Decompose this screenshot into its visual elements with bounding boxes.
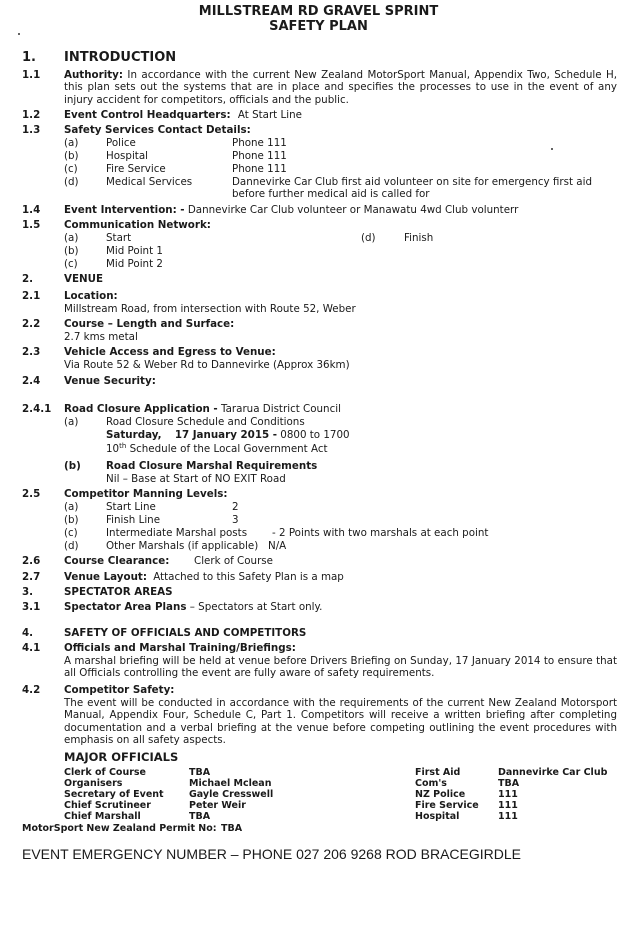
venue-layout bbox=[64, 571, 344, 583]
event-control-value: At Start Line bbox=[237, 109, 302, 121]
contact-letter: (d) bbox=[64, 176, 79, 188]
contact-value: Phone 111 bbox=[232, 137, 287, 149]
schedule-suffix: th bbox=[119, 442, 127, 450]
contact-value: Phone 111 bbox=[232, 150, 287, 162]
service-name: 111 bbox=[498, 811, 518, 822]
authority-label: Authority: bbox=[64, 69, 123, 81]
official-name: TBA bbox=[189, 767, 211, 778]
event-intervention bbox=[64, 204, 518, 216]
section-2-title: VENUE bbox=[64, 273, 104, 285]
venue-layout-label: Venue Layout: bbox=[64, 571, 147, 583]
contact-name: Medical Services bbox=[106, 176, 193, 188]
comm-letter: (a) bbox=[64, 232, 79, 244]
road-closure-letter-b: (b) bbox=[64, 460, 81, 472]
marshal-requirements-heading: Road Closure Marshal Requirements bbox=[106, 460, 318, 472]
comm-letter: (d) bbox=[361, 232, 376, 244]
manning-value: N/A bbox=[268, 540, 287, 552]
schedule-text: Schedule of the Local Government Act bbox=[129, 443, 328, 455]
section-1-4-number: 1.4 bbox=[22, 204, 41, 216]
section-2-1-number: 2.1 bbox=[22, 290, 41, 302]
service-name: TBA bbox=[498, 778, 520, 789]
scan-speck bbox=[551, 148, 553, 150]
comm-letter: (b) bbox=[64, 245, 79, 257]
section-2-3-number: 2.3 bbox=[22, 346, 41, 358]
competitor-safety-heading: Competitor Safety: bbox=[64, 684, 175, 696]
event-intervention-label: Event Intervention: - bbox=[64, 204, 185, 216]
competitor-safety-text: The event will be conducted in accordance with the requirements of the current New Zealand Motorsport Manual, Appendix Four, Schedule C, Part 1. Competitors will receive a written briefing after completing documentation and a verbal briefing at the venue before competing outlining the event procedures with emphasis on all safety aspects. bbox=[64, 697, 617, 746]
section-1-1-authority bbox=[64, 69, 617, 106]
spectator-area bbox=[64, 601, 322, 613]
location-text: Millstream Road, from intersection with Route 52, Weber bbox=[64, 303, 356, 315]
doc-title-line2: SAFETY PLAN bbox=[269, 19, 368, 34]
vehicle-access-text: Via Route 52 & Weber Rd to Dannevirke (Approx 36km) bbox=[64, 359, 350, 371]
road-closure-date bbox=[106, 429, 350, 441]
section-3-1-number: 3.1 bbox=[22, 601, 41, 613]
section-2-4-1-number: 2.4.1 bbox=[22, 403, 52, 415]
manning-name: Finish Line bbox=[106, 514, 161, 526]
section-3-number: 3. bbox=[22, 586, 34, 598]
comm-point: Start bbox=[106, 232, 132, 244]
official-role: Organisers bbox=[64, 778, 123, 789]
manning-value: 3 bbox=[232, 514, 239, 526]
marshal-training-text: A marshal briefing will be held at venue before Drivers Briefing on Sunday, 17 January 2014 to ensure that all Officials controlling the event are fully aware of safety requirements. bbox=[64, 655, 617, 680]
road-closure-label: Road Closure Application - bbox=[64, 403, 218, 415]
section-3-title: SPECTATOR AREAS bbox=[64, 586, 173, 598]
marshal-training-heading: Officials and Marshal Training/Briefings: bbox=[64, 642, 296, 654]
marshal-requirements-text: Nil – Base at Start of NO EXIT Road bbox=[106, 473, 286, 485]
road-closure-letter-a: (a) bbox=[64, 416, 79, 428]
course-clearance-value: Clerk of Course bbox=[194, 555, 274, 567]
road-closure-application bbox=[64, 403, 341, 415]
course-heading: Course – Length and Surface: bbox=[64, 318, 235, 330]
manning-letter: (b) bbox=[64, 514, 79, 526]
venue-layout-value: Attached to this Safety Plan is a map bbox=[153, 571, 344, 583]
event-intervention-value: Dannevirke Car Club volunteer or Manawatu 4wd Club volunterr bbox=[187, 204, 519, 216]
event-control-heading: Event Control Headquarters: bbox=[64, 109, 231, 121]
section-1-5-number: 1.5 bbox=[22, 219, 41, 231]
course-text: 2.7 kms metal bbox=[64, 331, 138, 343]
contact-name: Fire Service bbox=[106, 163, 166, 175]
official-name: Michael Mclean bbox=[189, 778, 272, 789]
communication-network-heading: Communication Network: bbox=[64, 219, 211, 231]
service-role: Hospital bbox=[415, 811, 460, 822]
contact-name: Hospital bbox=[106, 150, 149, 162]
service-name: 111 bbox=[498, 789, 518, 800]
manning-value: 2 bbox=[232, 501, 239, 513]
section-1-3-number: 1.3 bbox=[22, 124, 41, 136]
location-heading: Location: bbox=[64, 290, 118, 302]
service-name: 111 bbox=[498, 800, 518, 811]
comm-point: Mid Point 1 bbox=[106, 245, 163, 257]
manning-name: Start Line bbox=[106, 501, 156, 513]
contact-letter: (b) bbox=[64, 150, 79, 162]
comm-point: Mid Point 2 bbox=[106, 258, 163, 270]
section-1-1-number: 1.1 bbox=[22, 69, 41, 81]
official-role: Chief Marshall bbox=[64, 811, 141, 822]
service-role: NZ Police bbox=[415, 789, 466, 800]
section-4-title: SAFETY OF OFFICIALS AND COMPETITORS bbox=[64, 627, 307, 639]
date-time: 0800 to 1700 bbox=[280, 429, 350, 441]
section-4-number: 4. bbox=[22, 627, 34, 639]
section-4-1-number: 4.1 bbox=[22, 642, 41, 654]
manning-letter: (a) bbox=[64, 501, 79, 513]
service-role: First Aid bbox=[415, 767, 461, 778]
spectator-area-label: Spectator Area Plans bbox=[64, 601, 187, 613]
manning-letter: (d) bbox=[64, 540, 79, 552]
emergency-number: EVENT EMERGENCY NUMBER – PHONE 027 206 9268 ROD BRACEGIRDLE bbox=[22, 846, 521, 862]
course-clearance-heading: Course Clearance: bbox=[64, 555, 170, 567]
schedule-reference bbox=[106, 443, 328, 455]
comm-point: Finish bbox=[404, 232, 434, 244]
contact-letter: (c) bbox=[64, 163, 78, 175]
section-2-2-number: 2.2 bbox=[22, 318, 41, 330]
official-name: Peter Weir bbox=[189, 800, 246, 811]
official-role: Secretary of Event bbox=[64, 789, 164, 800]
service-role: Com's bbox=[415, 778, 447, 789]
manning-name: Other Marshals (if applicable) bbox=[106, 540, 259, 552]
major-officials-heading: MAJOR OFFICIALS bbox=[64, 750, 179, 764]
contact-value-continued: before further medical aid is called for bbox=[232, 188, 430, 200]
section-4-2-number: 4.2 bbox=[22, 684, 41, 696]
section-1-2-number: 1.2 bbox=[22, 109, 41, 121]
official-name: Gayle Cresswell bbox=[189, 789, 274, 800]
service-name: Dannevirke Car Club bbox=[498, 767, 608, 778]
section-2-number: 2. bbox=[22, 273, 34, 285]
permit-label: MotorSport New Zealand Permit No: bbox=[22, 823, 217, 834]
date-day: Saturday, bbox=[106, 429, 162, 441]
schedule-number: 10 bbox=[106, 443, 120, 455]
official-role: Chief Scrutineer bbox=[64, 800, 151, 811]
road-closure-schedule: Road Closure Schedule and Conditions bbox=[106, 416, 305, 428]
manning-levels-heading: Competitor Manning Levels: bbox=[64, 488, 228, 500]
contact-value: Dannevirke Car Club first aid volunteer on site for emergency first aid bbox=[232, 176, 592, 188]
date-rest: 17 January 2015 - bbox=[174, 429, 278, 441]
section-2-5-number: 2.5 bbox=[22, 488, 41, 500]
official-role: Clerk of Course bbox=[64, 767, 146, 778]
section-2-7-number: 2.7 bbox=[22, 571, 41, 583]
section-1-number: 1. bbox=[22, 50, 36, 65]
comm-letter: (c) bbox=[64, 258, 78, 270]
official-name: TBA bbox=[189, 811, 211, 822]
section-2-6-number: 2.6 bbox=[22, 555, 41, 567]
permit-value: TBA bbox=[221, 823, 243, 834]
contact-name: Police bbox=[106, 137, 136, 149]
manning-name: Intermediate Marshal posts bbox=[106, 527, 248, 539]
road-closure-value: Tararua District Council bbox=[221, 403, 341, 415]
venue-security-heading: Venue Security: bbox=[64, 375, 156, 387]
spectator-area-value: – Spectators at Start only. bbox=[189, 601, 323, 613]
service-role: Fire Service bbox=[415, 800, 479, 811]
event-control-label bbox=[64, 109, 302, 121]
safety-services-heading: Safety Services Contact Details: bbox=[64, 124, 251, 136]
manning-value: - 2 Points with two marshals at each point bbox=[272, 527, 489, 539]
doc-title-line1: MILLSTREAM RD GRAVEL SPRINT bbox=[198, 4, 439, 19]
manning-letter: (c) bbox=[64, 527, 78, 539]
vehicle-access-heading: Vehicle Access and Egress to Venue: bbox=[64, 346, 276, 358]
authority-text: In accordance with the current New Zealand MotorSport Manual, Appendix Two, Schedule H, this plan sets out the systems that are in place and specifies the processes to use in the event of any injury accident for competitors, officials and the public. bbox=[64, 69, 617, 106]
section-2-4-number: 2.4 bbox=[22, 375, 41, 387]
contact-value: Phone 111 bbox=[232, 163, 287, 175]
contact-letter: (a) bbox=[64, 137, 79, 149]
section-1-title: INTRODUCTION bbox=[64, 50, 177, 65]
